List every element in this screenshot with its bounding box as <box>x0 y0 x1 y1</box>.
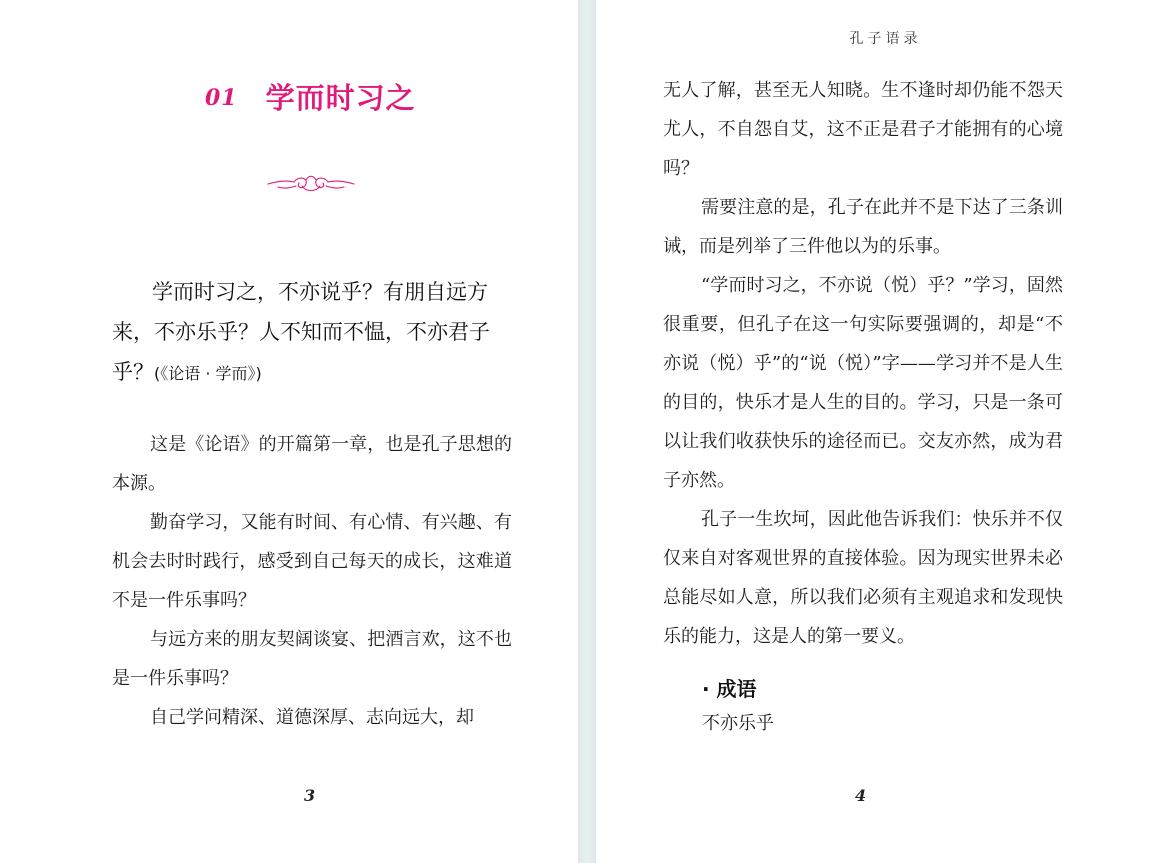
classic-quote <box>112 272 512 394</box>
commentary-left <box>112 425 512 737</box>
running-head: 孔子语录 <box>849 31 922 47</box>
book-gutter <box>578 0 596 863</box>
paragraph: 孔子一生坎坷，因此他告诉我们：快乐并不仅仅来自对客观世界的直接体验。因为现实世界未必总能尽如人意，所以我们必须有主观追求和发现快乐的能力，这是人的第一要义。 <box>663 509 1063 647</box>
page-number: 3 <box>304 786 316 805</box>
quote-text: 学而时习之，不亦说乎？有朋自远方来，不亦乐乎？人不知而不愠，不亦君子乎？ <box>112 280 490 384</box>
paragraph: 需要注意的是，孔子在此并不是下达了三条训诫，而是列举了三件他以为的乐事。 <box>663 197 1063 257</box>
paragraph: “学而时习之，不亦说（悦）乎？”学习，固然很重要，但孔子在这一句实际要强调的，却是“不亦说（悦）乎”的“说（悦）”字——学习并不是人生的目的，快乐才是人生的目的。学习，只是一条可以让我们收获快乐的途径而已。交友亦然，成为君子亦然。 <box>663 275 1063 491</box>
chapter-title-text: 学而时习之 <box>265 81 416 115</box>
swirl-ornament-icon <box>266 172 356 196</box>
left-page <box>0 0 578 863</box>
paragraph: 与远方来的朋友契阔谈宴、把酒言欢，这不也是一件乐事吗？ <box>112 629 512 689</box>
chapter-title <box>205 76 416 117</box>
paragraph: 这是《论语》的开篇第一章，也是孔子思想的本源。 <box>112 434 512 494</box>
chapter-number: 01 <box>205 85 238 111</box>
paragraph: 自己学问精深、道德深厚、志向远大，却 <box>150 707 474 728</box>
paragraph: 无人了解，甚至无人知晓。生不逢时却仍能不怨天尤人，不自怨自艾，这不正是君子才能拥有的心境吗？ <box>663 80 1063 179</box>
paragraph: 勤奋学习，又能有时间、有心情、有兴趣、有机会去时时践行，感受到自己每天的成长，这难道不是一件乐事吗？ <box>112 512 512 611</box>
idiom-text: 不亦乐乎 <box>702 713 774 734</box>
idiom-heading: · 成语 <box>702 677 757 701</box>
quote-source: (《论语 · 学而》) <box>154 364 262 383</box>
commentary-right <box>663 71 1063 656</box>
page-number: 4 <box>855 786 867 805</box>
right-page <box>596 0 1175 863</box>
